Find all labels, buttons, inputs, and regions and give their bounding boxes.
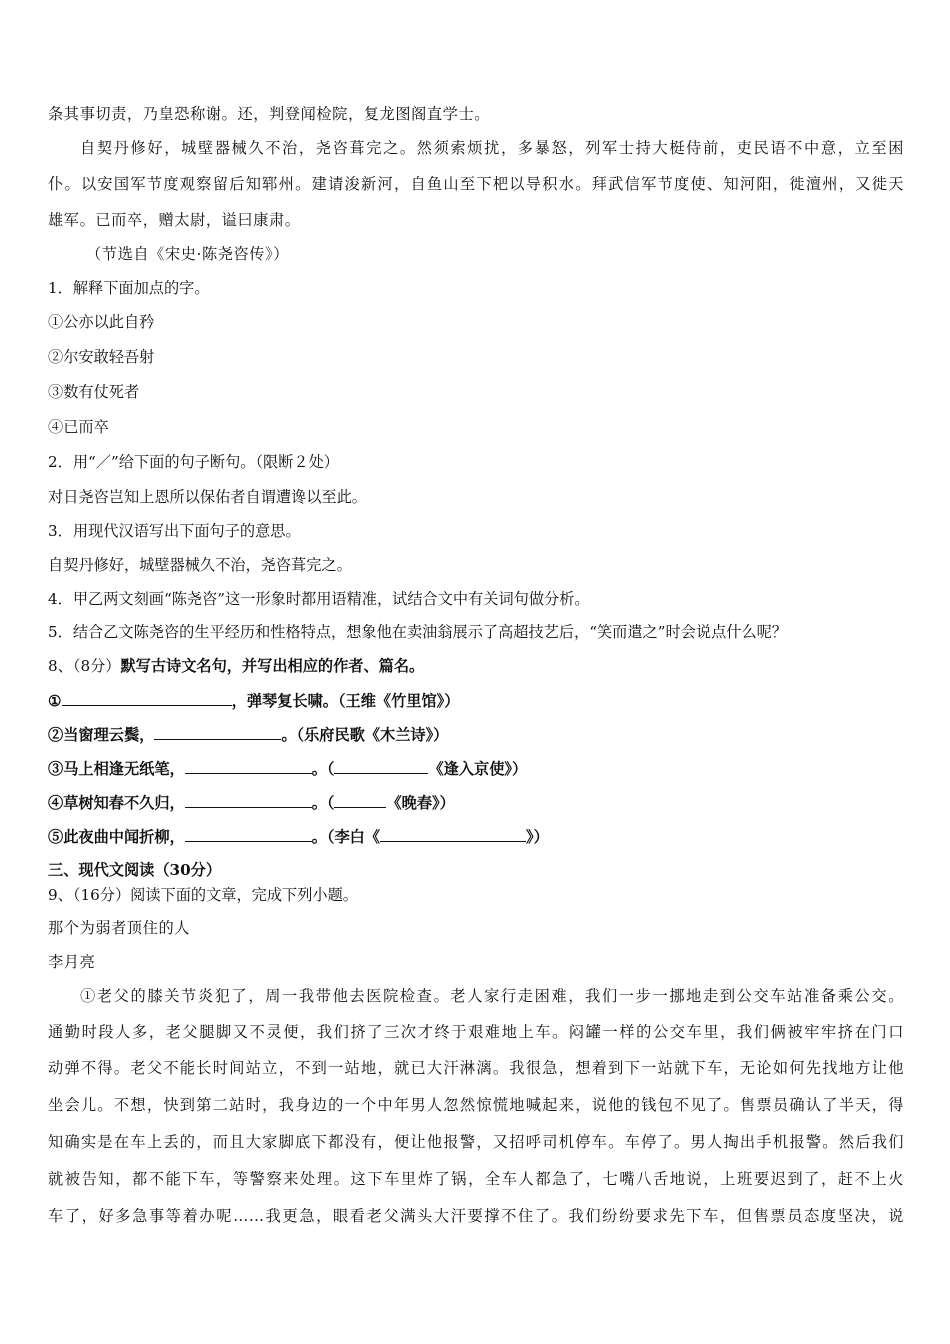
- question-9: 9、（16分）阅读下面的文章，完成下列小题。: [48, 886, 358, 904]
- fill-blank[interactable]: [185, 758, 312, 774]
- fill-blank[interactable]: [154, 724, 281, 740]
- question-2-sentence: 对日尧咨岂知上恩所以保佑者自谓遭谗以至此。: [48, 488, 367, 506]
- item-prefix: 草树知春不久归，: [63, 794, 185, 812]
- article-line-2: 通勤时段人多，老父腿脚又不灵便，我们挤了三次才终于艰难地上车。闷罐一样的公交车里，我们俩被牢牢挤在门口: [48, 1023, 904, 1041]
- item-prefix: 此夜曲中闻折柳，: [63, 828, 185, 846]
- item-suffix: 《晚春》）: [386, 794, 455, 812]
- article-author: 李月亮: [48, 953, 96, 971]
- article-line-4: 坐会儿。不想，快到第二站时，我身边的一个中年男人忽然惊慌地喊起来，说他的钱包不见了。售票员确认了半天，得: [48, 1096, 904, 1114]
- question-4: 4．甲乙两文刻画“陈尧咨”这一形象时都用语精准，试结合文中有关词句做分析。: [48, 590, 590, 608]
- fill-blank[interactable]: [185, 826, 312, 842]
- question-8: [48, 656, 904, 676]
- question-3: 3．用现代汉语写出下面句子的意思。: [48, 522, 301, 540]
- passage-line-4: 雄军。已而卒，赠太尉，谥曰康肃。: [48, 211, 301, 229]
- item-mark: ②: [48, 726, 64, 744]
- passage-line-2: 自契丹修好，城壁器械久不治，尧咨葺完之。然须索烦扰，多暴怒，列军士持大梃侍前，吏民语不中意，立至困: [80, 139, 904, 157]
- question-1-item-4: ④已而卒: [48, 418, 109, 436]
- question-8-title: 默写古诗文名句，并写出相应的作者、篇名。: [120, 657, 425, 675]
- question-1-item-1: ①公亦以此自矜: [48, 313, 155, 331]
- article-line-5: 知确实是在车上丢的，而且大家脚底下都没有，便让他报警，又招呼司机停车。车停了。男人掏出手机报警。然后我们: [48, 1133, 904, 1151]
- question-1-item-3: ③数有仗死者: [48, 383, 140, 401]
- question-5: 5．结合乙文陈尧咨的生平经历和性格特点，想象他在卖油翁展示了高超技艺后，“笑而遣之”时会说点什么呢？: [48, 623, 788, 641]
- fill-blank[interactable]: [334, 758, 428, 774]
- recitation-item-2: [48, 724, 904, 745]
- item-mark: ⑤: [48, 828, 64, 846]
- article-line-6: 就被告知，都不能下车，等警察来处理。这下车里炸了锅，全车人都急了，七嘴八舌地说，上班要迟到了，赶不上火: [48, 1170, 904, 1188]
- passage-source: （节选自《宋史·陈尧咨传》）: [86, 245, 290, 263]
- item-mark: ③: [48, 760, 64, 778]
- question-1: 1．解释下面加点的字。: [48, 279, 210, 297]
- question-1-item-2: ②尔安敢轻吾射: [48, 348, 155, 366]
- item-suffix: 。（乐府民歌《木兰诗》）: [281, 726, 449, 744]
- item-mark: ④: [48, 794, 64, 812]
- article-line-7: 车了，好多急事等着办呢……我更急，眼看老父满头大汗要撑不住了。我们纷纷要求先下车，但售票员态度坚决，说: [48, 1207, 904, 1225]
- recitation-item-4: [48, 792, 904, 813]
- item-middle: 。（: [311, 760, 335, 778]
- item-suffix: ，弹琴复长啸。（王维《竹里馆》）: [231, 692, 460, 710]
- item-prefix: 马上相逢无纸笔，: [63, 760, 185, 778]
- question-8-number: 8、（8分）: [48, 657, 121, 675]
- fill-blank[interactable]: [380, 826, 526, 842]
- article-line-1: ①老父的膝关节炎犯了，周一我带他去医院检查。老人家行走困难，我们一步一挪地走到公交车站准备乘公交。: [80, 987, 904, 1005]
- fill-blank[interactable]: [185, 792, 312, 808]
- article-line-3: 动弹不得。老父不能长时间站立，不到一站地，就已大汗淋漓。我很急，想着到下一站就下车，无论如何先找地方让他: [48, 1059, 904, 1077]
- item-middle: 。（: [311, 794, 335, 812]
- section-heading: 三、现代文阅读（30分）: [48, 861, 222, 879]
- item-suffix: 《逢入京使》）: [428, 760, 528, 778]
- passage-line-1: 条其事切责，乃皇恐称谢。还，判登闻检院，复龙图阁直学士。: [48, 105, 491, 123]
- item-suffix: 》）: [526, 828, 549, 846]
- recitation-item-3: [48, 758, 904, 779]
- recitation-item-1: [48, 690, 904, 711]
- item-middle: 。（李白《: [311, 828, 381, 846]
- question-2: 2．用“／”给下面的句子断句。（限断２处）: [48, 453, 339, 471]
- recitation-item-5: [48, 826, 904, 847]
- fill-blank[interactable]: [334, 792, 386, 808]
- article-title: 那个为弱者顶住的人: [48, 919, 191, 937]
- item-prefix: 当窗理云鬓，: [63, 726, 155, 744]
- fill-blank[interactable]: [62, 690, 232, 706]
- question-3-sentence: 自契丹修好，城壁器械久不治，尧咨葺完之。: [48, 556, 352, 574]
- passage-line-3: 仆。以安国军节度观察留后知郓州。建请浚新河，自鱼山至下杷以导积水。拜武信军节度使、知河阳，徙澶州，又徙天: [48, 175, 904, 193]
- item-mark: ①: [48, 692, 62, 710]
